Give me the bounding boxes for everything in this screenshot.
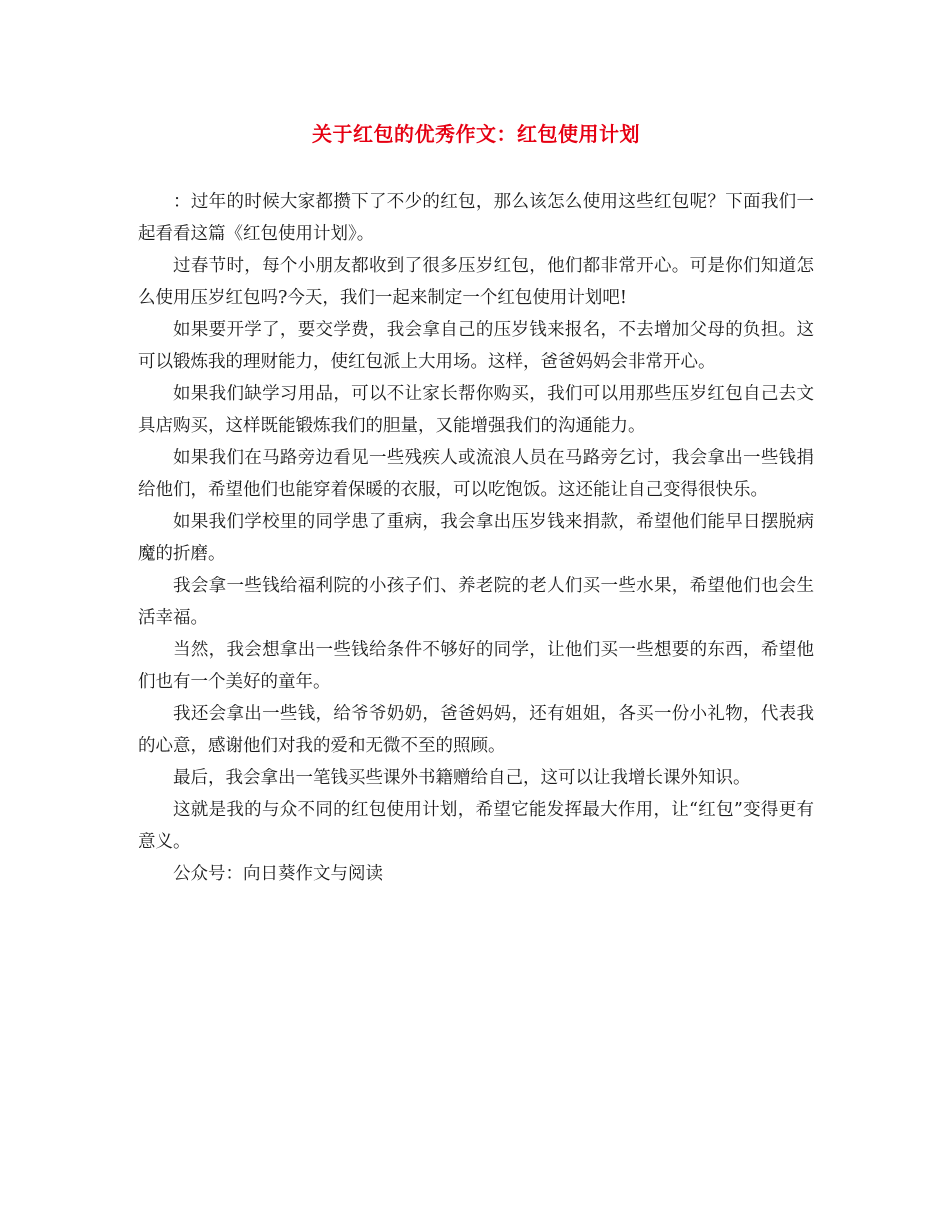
paragraph: 我会拿一些钱给福利院的小孩子们、养老院的老人们买一些水果，希望他们也会生活幸福。 xyxy=(138,576,814,628)
paragraph: 这就是我的与众不同的红包使用计划，希望它能发挥最大作用，让“红包”变得更有意义。 xyxy=(138,800,814,852)
paragraph: 过春节时，每个小朋友都收到了很多压岁红包，他们都非常开心。可是你们知道怎么使用压岁红包吗?今天，我们一起来制定一个红包使用计划吧! xyxy=(138,256,814,308)
paragraph: 如果我们学校里的同学患了重病，我会拿出压岁钱来捐款，希望他们能早日摆脱病魔的折磨。 xyxy=(138,512,814,564)
paragraph: 如果我们缺学习用品，可以不让家长帮你购买，我们可以用那些压岁红包自己去文具店购买，这样既能锻炼我们的胆量，又能增强我们的沟通能力。 xyxy=(138,384,814,436)
paragraph: 如果我们在马路旁边看见一些残疾人或流浪人员在马路旁乞讨，我会拿出一些钱捐给他们，希望他们也能穿着保暖的衣服，可以吃饱饭。这还能让自己变得很快乐。 xyxy=(138,448,814,500)
document-page xyxy=(138,118,814,890)
paragraph: 如果要开学了，要交学费，我会拿自己的压岁钱来报名，不去增加父母的负担。这可以锻炼我的理财能力，使红包派上大用场。这样，爸爸妈妈会非常开心。 xyxy=(138,320,814,372)
paragraph-intro: ：过年的时候大家都攒下了不少的红包，那么该怎么使用这些红包呢？下面我们一起看看这篇《红包使用计划》。 xyxy=(138,192,814,244)
paragraph: 我还会拿出一些钱，给爷爷奶奶，爸爸妈妈，还有姐姐，各买一份小礼物，代表我的心意，感谢他们对我的爱和无微不至的照顾。 xyxy=(138,704,814,756)
document-body xyxy=(138,186,814,890)
paragraph: 最后，我会拿出一笔钱买些课外书籍赠给自己，这可以让我增长课外知识。 xyxy=(173,768,751,788)
public-account-line: 公众号：向日葵作文与阅读 xyxy=(173,864,383,884)
document-title: 关于红包的优秀作文：红包使用计划 xyxy=(312,122,640,146)
paragraph: 当然，我会想拿出一些钱给条件不够好的同学，让他们买一些想要的东西，希望他们也有一个美好的童年。 xyxy=(138,640,814,692)
